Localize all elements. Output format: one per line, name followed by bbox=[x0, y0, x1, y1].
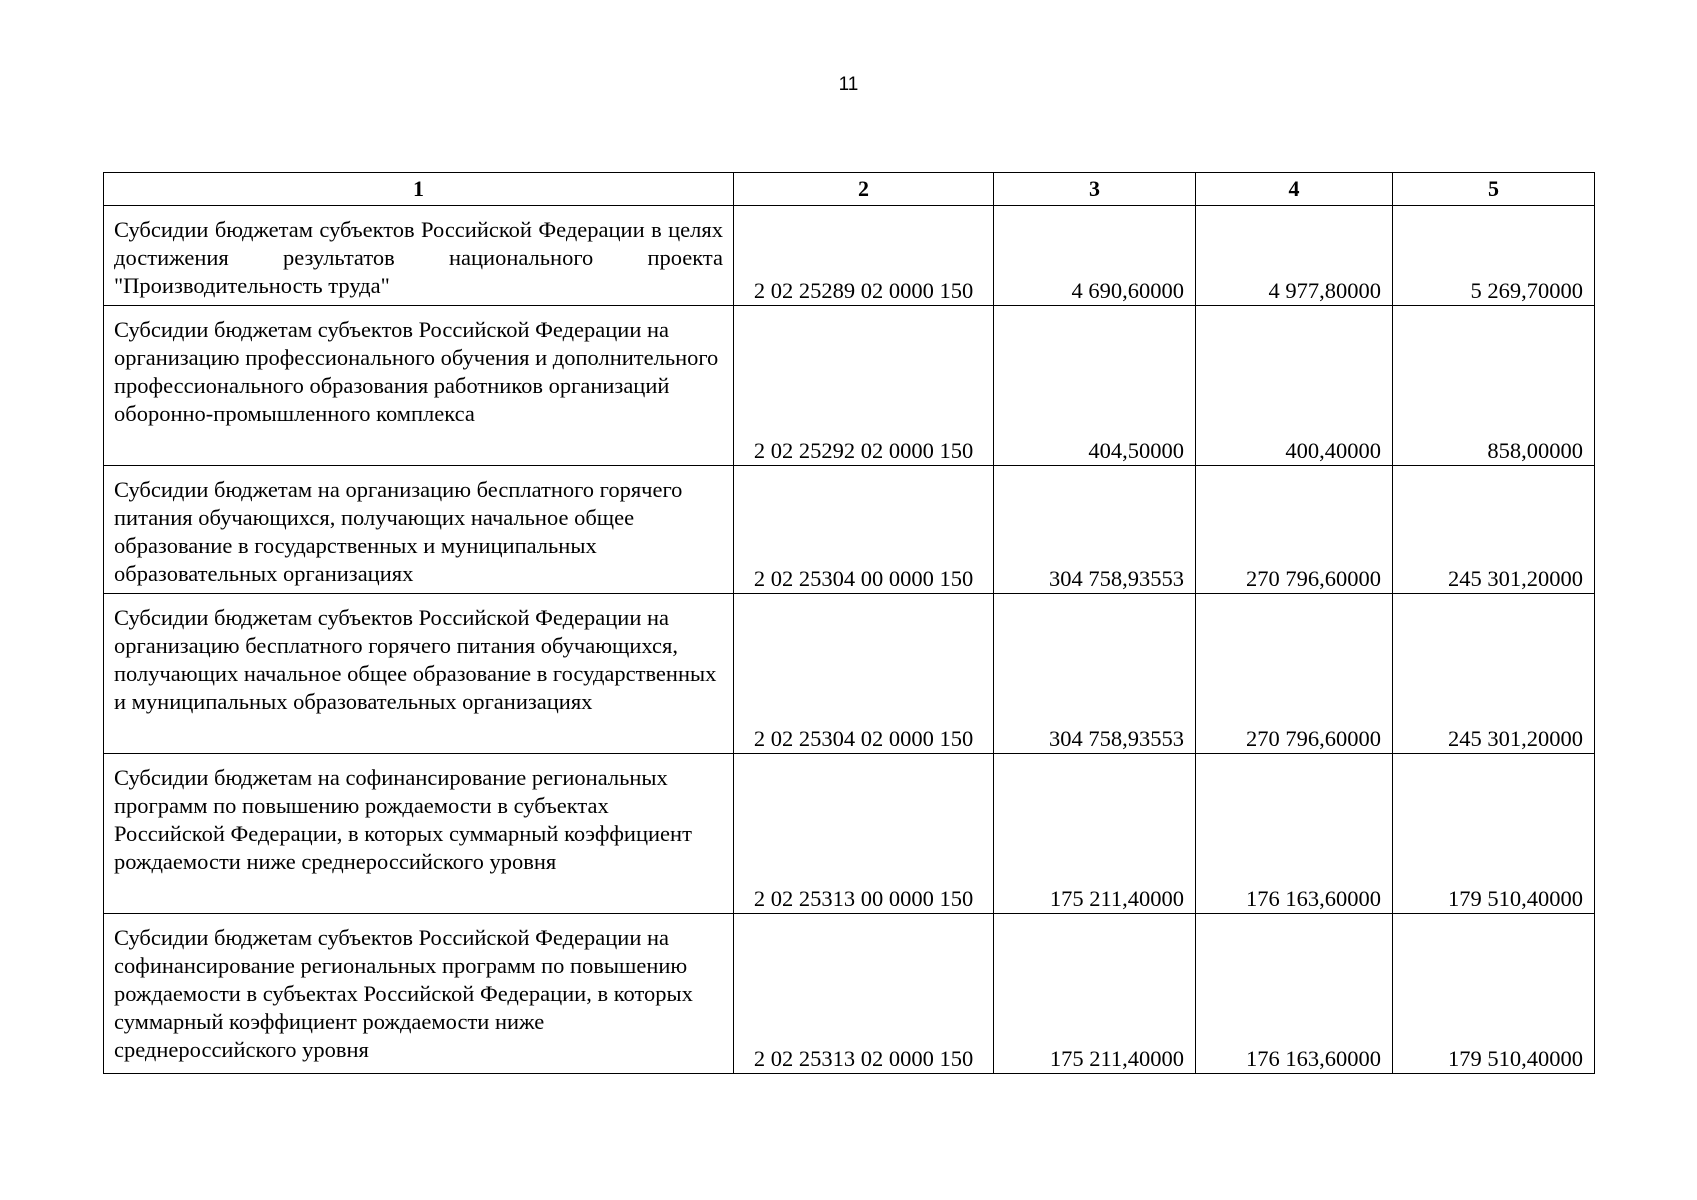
header-row bbox=[104, 173, 1595, 206]
row-value-col5: 5 269,70000 bbox=[1393, 206, 1595, 306]
page-number: 11 bbox=[838, 74, 859, 95]
row-code: 2 02 25304 02 0000 150 bbox=[734, 594, 994, 754]
row-name: Субсидии бюджетам субъектов Российской Федерации на софинансирование региональных программ по повышению рождаемости в субъектах Российской Федерации, в которых суммарный коэффициент рождаемости ниже среднероссийского уровня bbox=[104, 914, 734, 1074]
column-header-1: 1 bbox=[104, 173, 734, 206]
row-value-col4: 270 796,60000 bbox=[1196, 466, 1393, 594]
row-code: 2 02 25313 00 0000 150 bbox=[734, 754, 994, 914]
row-value-col5: 179 510,40000 bbox=[1393, 754, 1595, 914]
row-code: 2 02 25304 00 0000 150 bbox=[734, 466, 994, 594]
row-value-col3: 175 211,40000 bbox=[994, 914, 1196, 1074]
row-value-col4: 176 163,60000 bbox=[1196, 914, 1393, 1074]
budget-table bbox=[103, 172, 1595, 1074]
row-code: 2 02 25289 02 0000 150 bbox=[734, 206, 994, 306]
row-value-col5: 858,00000 bbox=[1393, 306, 1595, 466]
row-name: Субсидии бюджетам на софинансирование региональных программ по повышению рождаемости в субъектах Российской Федерации, в которых суммарный коэффициент рождаемости ниже среднероссийского уровня bbox=[104, 754, 734, 914]
table-row bbox=[104, 206, 1595, 306]
column-header-4: 4 bbox=[1196, 173, 1393, 206]
row-value-col3: 404,50000 bbox=[994, 306, 1196, 466]
table-row bbox=[104, 594, 1595, 754]
row-value-col4: 400,40000 bbox=[1196, 306, 1393, 466]
row-value-col3: 304 758,93553 bbox=[994, 594, 1196, 754]
table-row bbox=[104, 306, 1595, 466]
column-header-5: 5 bbox=[1393, 173, 1595, 206]
row-value-col3: 175 211,40000 bbox=[994, 754, 1196, 914]
table-row bbox=[104, 754, 1595, 914]
row-code: 2 02 25313 02 0000 150 bbox=[734, 914, 994, 1074]
column-header-2: 2 bbox=[734, 173, 994, 206]
row-name: Субсидии бюджетам субъектов Российской Федерации на организацию профессионального обучения и дополнительного профессионального образования работников организаций оборонно-промышленного комплекса bbox=[104, 306, 734, 466]
row-value-col5: 245 301,20000 bbox=[1393, 466, 1595, 594]
row-value-col5: 245 301,20000 bbox=[1393, 594, 1595, 754]
row-value-col4: 270 796,60000 bbox=[1196, 594, 1393, 754]
row-value-col5: 179 510,40000 bbox=[1393, 914, 1595, 1074]
row-name: Субсидии бюджетам субъектов Российской Федерации на организацию бесплатного горячего питания обучающихся, получающих начальное общее образование в государственных и муниципальных образовательных организациях bbox=[104, 594, 734, 754]
row-value-col3: 4 690,60000 bbox=[994, 206, 1196, 306]
table-row bbox=[104, 466, 1595, 594]
column-header-3: 3 bbox=[994, 173, 1196, 206]
row-name: Субсидии бюджетам на организацию бесплатного горячего питания обучающихся, получающих начальное общее образование в государственных и муниципальных образовательных организациях bbox=[104, 466, 734, 594]
row-value-col4: 4 977,80000 bbox=[1196, 206, 1393, 306]
table-row bbox=[104, 914, 1595, 1074]
row-name: Субсидии бюджетам субъектов Российской Федерации в целях достижения результатов национального проекта "Производительность труда" bbox=[104, 206, 734, 306]
row-code: 2 02 25292 02 0000 150 bbox=[734, 306, 994, 466]
row-value-col3: 304 758,93553 bbox=[994, 466, 1196, 594]
row-value-col4: 176 163,60000 bbox=[1196, 754, 1393, 914]
